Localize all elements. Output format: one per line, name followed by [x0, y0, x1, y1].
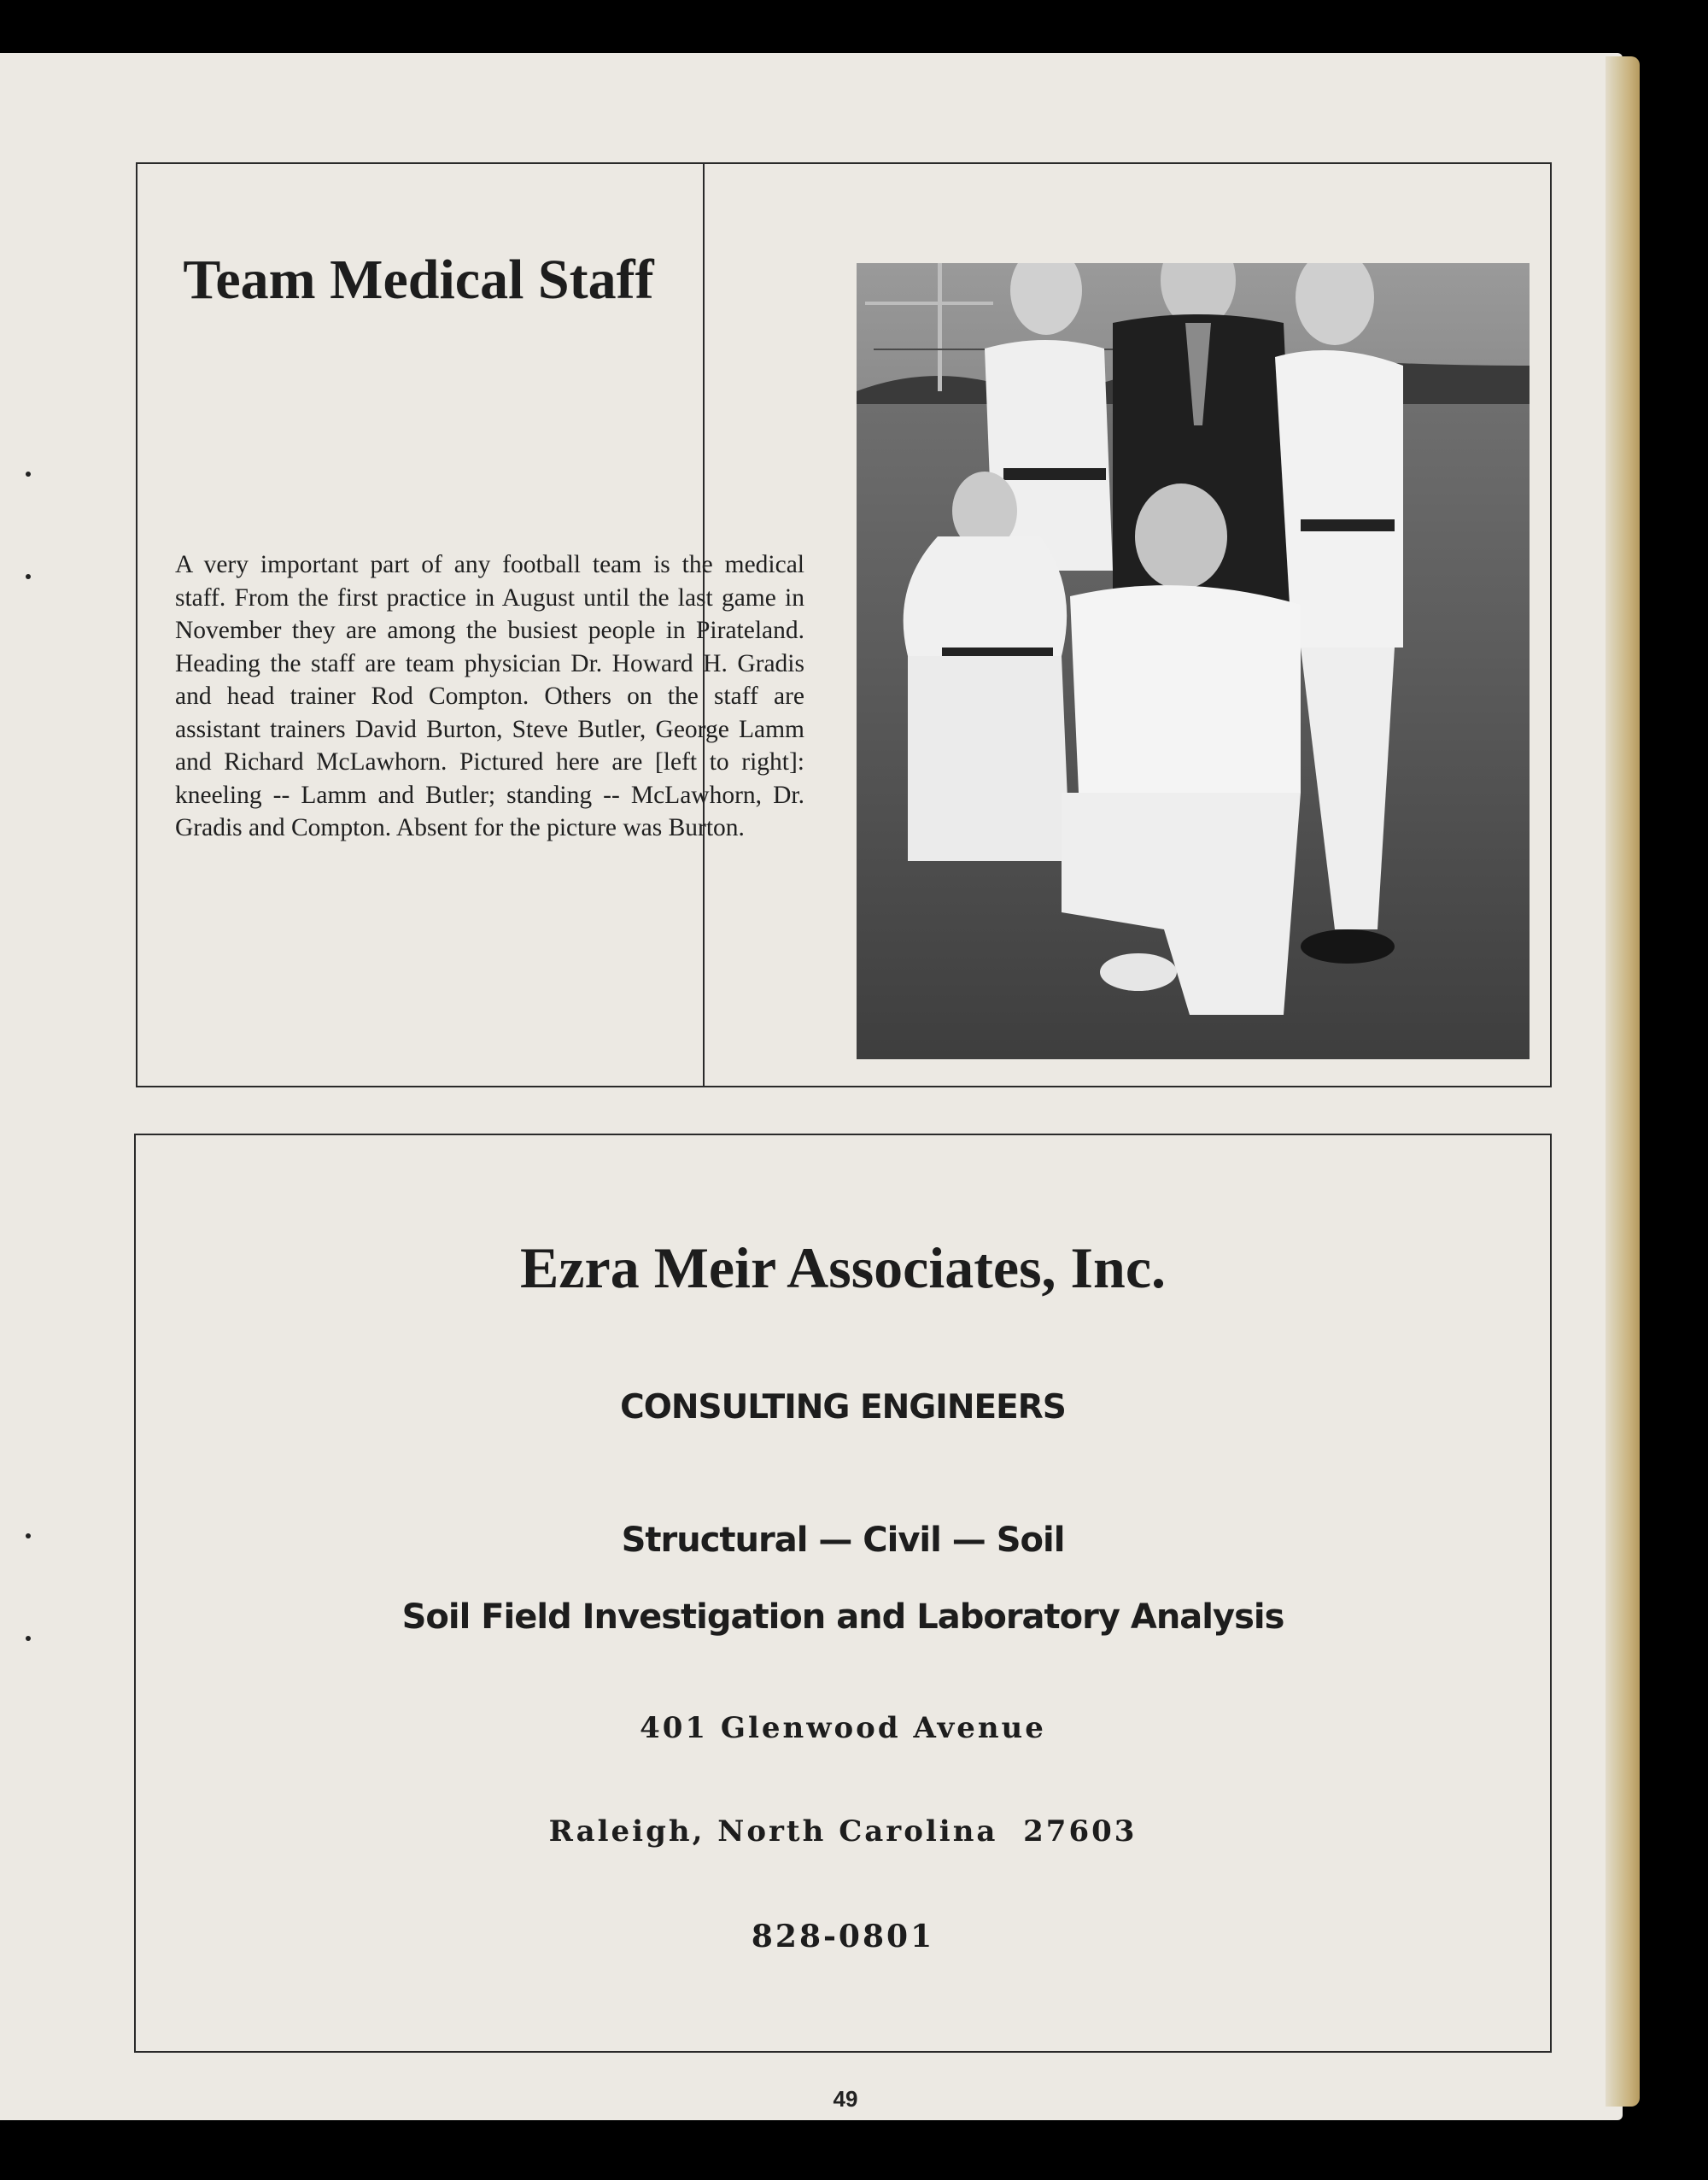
article-body: A very important part of any football team is the medical staff. From the first practice in August until the last game in November they are among the busiest people in Pirateland. Heading the staff are team physician Dr. Howard H. Gradis and head trainer Rod Compton. Others on the staff are assistant trainers David Burton, Steve Butler, George Lamm and Richard McLawhorn. Pictured here are [left to right]: kneeling -- Lamm and Butler; standing -- McLawhorn, Dr. Gradis and Compton. Absent for the picture was Burton. [175, 551, 804, 841]
photo-illustration [857, 263, 1530, 1059]
phone-number: 828-0801 [751, 1919, 935, 1954]
services-line: Structural — Civil — Soil [621, 1521, 1065, 1560]
binding-mark [26, 1636, 31, 1641]
company-name: Ezra Meir Associates, Inc. [519, 1235, 1167, 1300]
binding-mark [26, 472, 31, 477]
company-subtitle: CONSULTING ENGINEERS [620, 1388, 1066, 1427]
analysis-line: Soil Field Investigation and Laboratory Analysis [401, 1597, 1284, 1637]
street-address: 401 Glenwood Avenue [640, 1711, 1046, 1745]
team-medical-staff-photo [857, 263, 1530, 1059]
article-title: Team Medical Staff [183, 249, 654, 311]
page-edge [1606, 56, 1640, 2107]
binding-mark [26, 574, 31, 579]
city-address: Raleigh, North Carolina 27603 [548, 1814, 1138, 1849]
binding-mark [26, 1533, 31, 1538]
page-number: 49 [833, 2086, 858, 2112]
